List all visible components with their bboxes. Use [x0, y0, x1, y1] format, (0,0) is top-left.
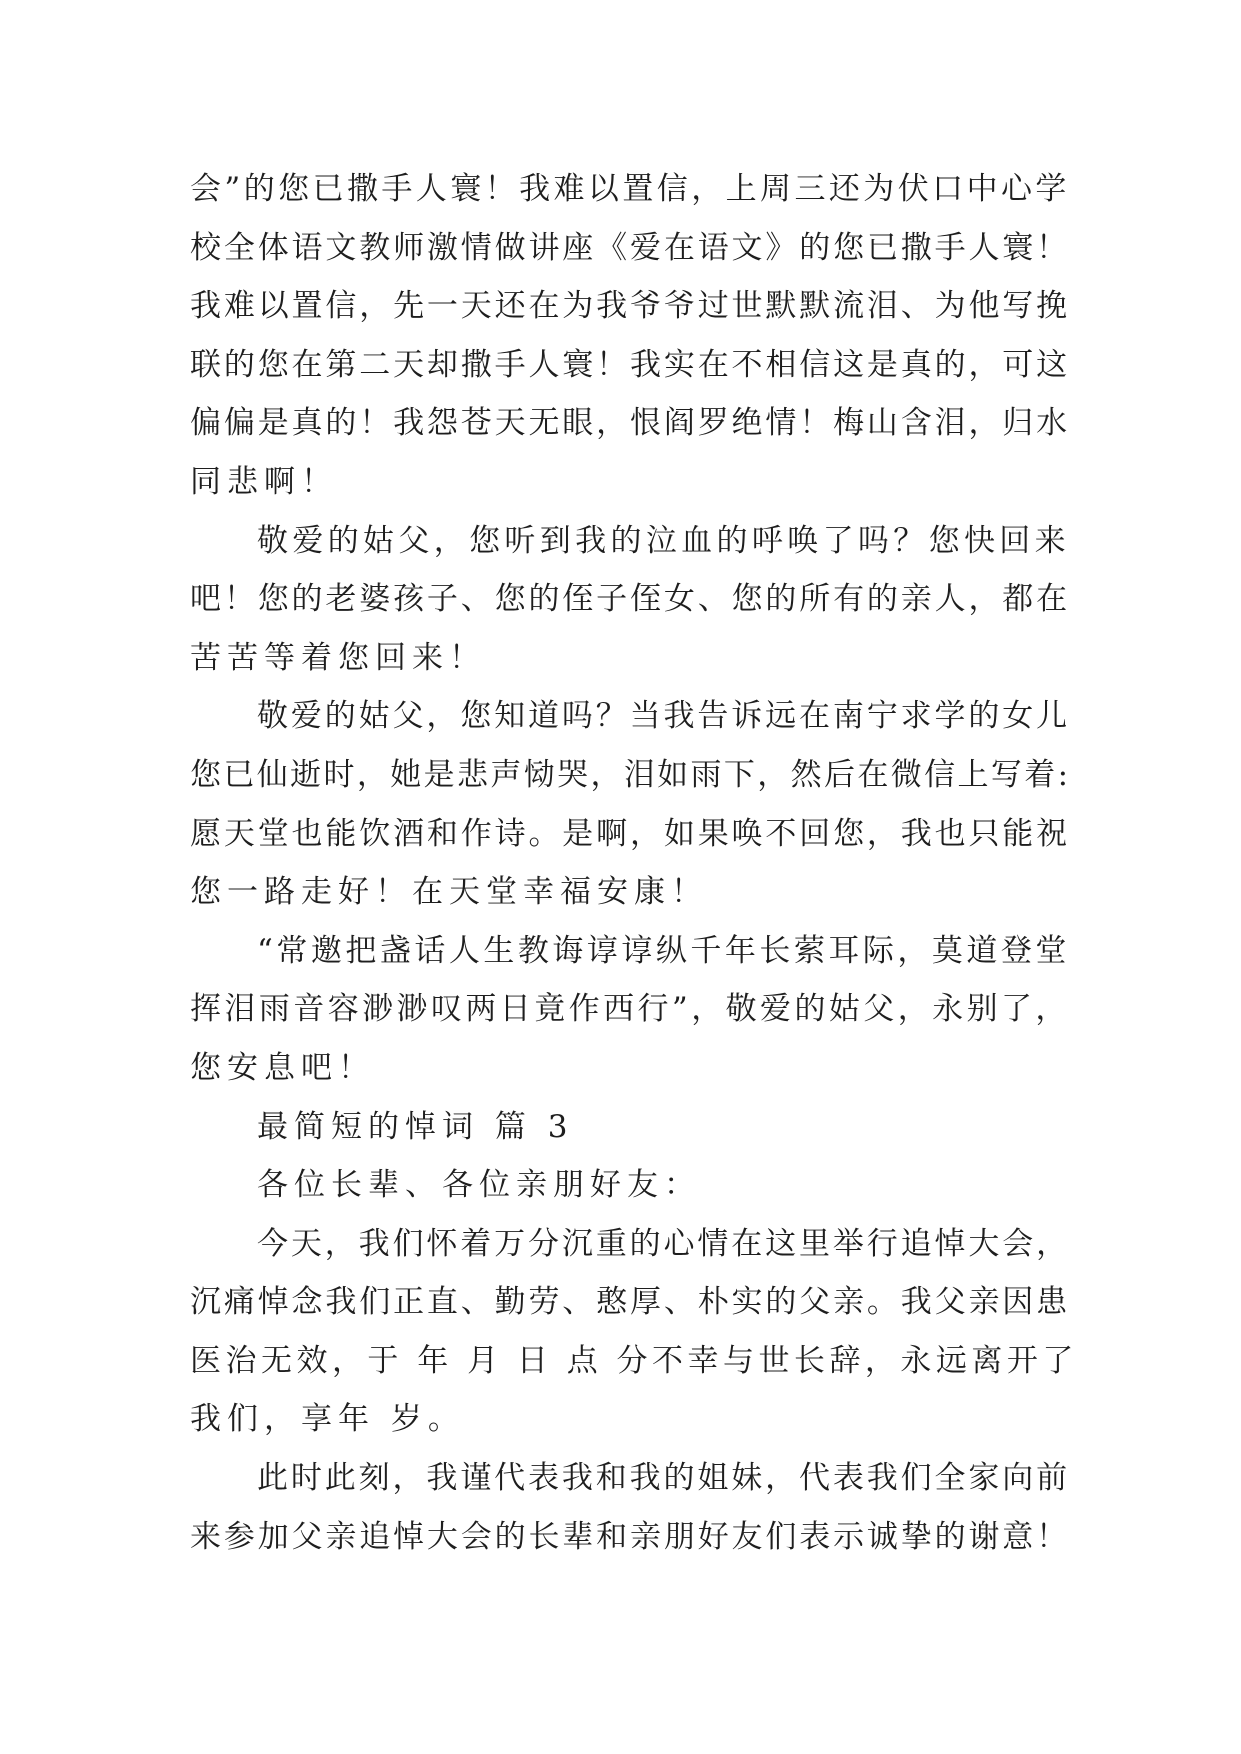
text-line: 愿天堂也能饮酒和作诗。是啊，如果唤不回您，我也只能祝: [190, 815, 1070, 852]
text-line: 校全体语文教师激情做讲座《爱在语文》的您已撒手人寰！: [190, 229, 1070, 266]
text-line: 您安息吧！: [190, 1049, 375, 1086]
text-line: 联的您在第二天却撒手人寰！我实在不相信这是真的，可这: [190, 346, 1070, 383]
text-line: 吧！您的老婆孩子、您的侄子侄女、您的所有的亲人，都在: [190, 581, 1070, 618]
text-line: 医治无效，于 年 月 日 点 分不幸与世长辞，永远离开了: [190, 1342, 1078, 1379]
text-line: 今天，我们怀着万分沉重的心情在这里举行追悼大会，: [257, 1225, 1070, 1262]
text-line: 会”的您已撒手人寰！我难以置信，上周三还为伏口中心学: [190, 171, 1070, 207]
text-line: “常邀把盏话人生教诲谆谆纵千年长萦耳际，莫道登堂: [257, 932, 1070, 969]
text-line: 敬爱的姑父，您知道吗？当我告诉远在南宁求学的女儿: [257, 698, 1070, 735]
text-line: 来参加父亲追悼大会的长辈和亲朋好友们表示诚挚的谢意！: [190, 1518, 1070, 1555]
text-line: 您已仙逝时，她是悲声恸哭，泪如雨下，然后在微信上写着:: [190, 756, 1071, 793]
text-line: 同悲啊！: [190, 463, 338, 500]
text-line: 偏偏是真的！我怨苍天无眼，恨阎罗绝情！梅山含泪，归水: [190, 405, 1070, 442]
text-line: 您一路走好！在天堂幸福安康！: [190, 874, 708, 911]
document-body: [190, 160, 1078, 1566]
text-line: 此时此刻，我谨代表我和我的姐妹，代表我们全家向前: [257, 1460, 1070, 1497]
text-line: 苦苦等着您回来！: [190, 639, 486, 676]
text-line: 最简短的悼词 篇 3: [257, 1108, 574, 1145]
text-line: 沉痛悼念我们正直、勤劳、憨厚、朴实的父亲。我父亲因患: [190, 1284, 1070, 1321]
text-line: 我们，享年 岁。: [190, 1401, 465, 1438]
text-line: 我难以置信，先一天还在为我爷爷过世默默流泪、为他写挽: [190, 288, 1070, 325]
text-line: 挥泪雨音容渺渺叹两日竟作西行”，敬爱的姑父，永别了，: [190, 991, 1070, 1028]
text-line: 敬爱的姑父，您听到我的泣血的呼唤了吗？您快回来: [257, 522, 1070, 559]
text-line: 各位长辈、各位亲朋好友：: [257, 1167, 701, 1204]
